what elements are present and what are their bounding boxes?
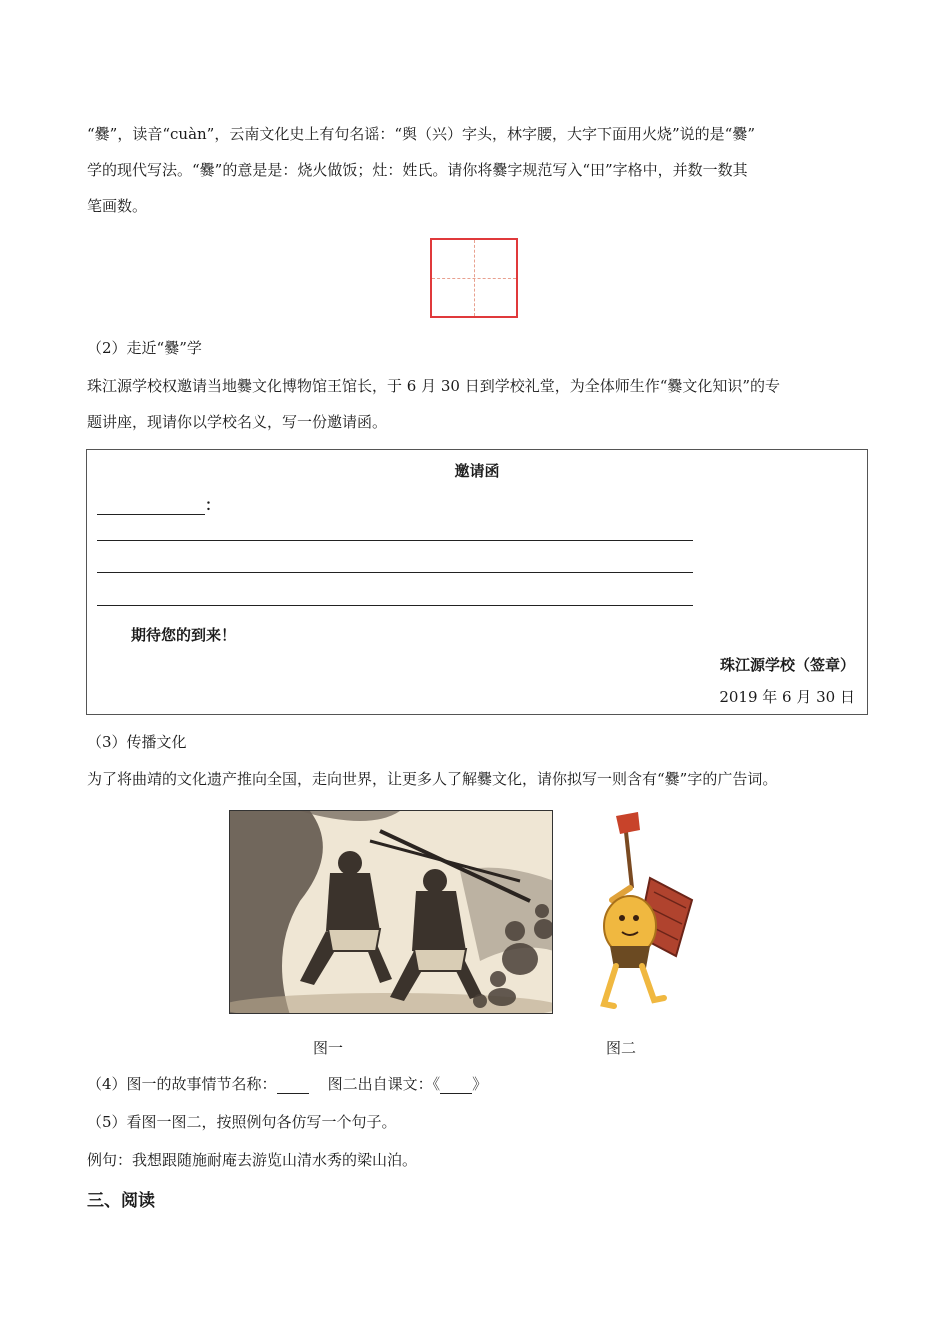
letter-signature: 珠江源学校（签章） <box>719 656 855 674</box>
letter-date: 2019 年 6 月 30 日 <box>719 688 855 706</box>
q3-label: （3）传播文化 <box>87 733 187 751</box>
figure-1-drawing <box>230 811 553 1014</box>
q2-line-2: 题讲座，现请你以学校名义，写一份邀请函。 <box>87 413 388 431</box>
q4-part-1: （4）图一的故事情节名称： <box>87 1075 277 1093</box>
q2-label: （2）走近“爨”学 <box>87 339 202 357</box>
q3-line-1: 为了将曲靖的文化遗产推向全国，走向世界，让更多人了解爨文化，请你拟写一则含有“爨”字的广告词。 <box>87 770 778 788</box>
intro-line-1: “爨”，读音“cuàn”，云南文化史上有句名谣：“舆（兴）字头，林字腰，大字下面用火烧”说的是“爨” <box>87 125 756 143</box>
section-heading: 三、阅读 <box>87 1191 155 1211</box>
letter-salutation <box>97 494 220 515</box>
figure-1-caption: 图一 <box>313 1039 344 1057</box>
invitation-letter-box <box>86 449 868 715</box>
letter-write-line-2[interactable] <box>97 572 693 573</box>
letter-write-line-1[interactable] <box>97 540 693 541</box>
figure-1-illustration <box>229 810 553 1014</box>
q5-label: （5）看图一图二，按照例句各仿写一个句子。 <box>87 1113 397 1131</box>
figure-2-illustration <box>580 808 708 1018</box>
letter-write-line-3[interactable] <box>97 605 693 606</box>
q4-part-2: 图二出自课文：《 <box>327 1075 441 1093</box>
q4-blank-1[interactable] <box>277 1079 309 1094</box>
grid-vertical-guide <box>474 240 475 316</box>
figure-2-drawing <box>580 808 708 1018</box>
q4-blank-2[interactable] <box>440 1079 472 1094</box>
salutation-blank[interactable] <box>97 500 205 515</box>
figure-2-caption: 图二 <box>606 1039 637 1057</box>
q2-line-1: 珠江源学校权邀请当地爨文化博物馆王馆长，于 6 月 30 日到学校礼堂，为全体师生作“爨文化知识”的专 <box>87 377 781 395</box>
intro-line-2: 学的现代写法。“爨”的意是是：烧火做饭；灶：姓氏。请你将爨字规范写入“田”字格中，并数一数其 <box>87 161 748 179</box>
letter-closing: 期待您的到来！ <box>131 626 237 644</box>
intro-line-3: 笔画数。 <box>87 197 148 215</box>
letter-title: 邀请函 <box>454 462 500 480</box>
example-sentence: 例句：我想跟随施耐庵去游览山清水秀的梁山泊。 <box>87 1151 418 1169</box>
salutation-colon: ： <box>205 496 221 514</box>
q4-line <box>87 1074 867 1094</box>
tian-character-grid[interactable] <box>430 238 518 318</box>
q4-part-3: 》 <box>472 1075 488 1093</box>
